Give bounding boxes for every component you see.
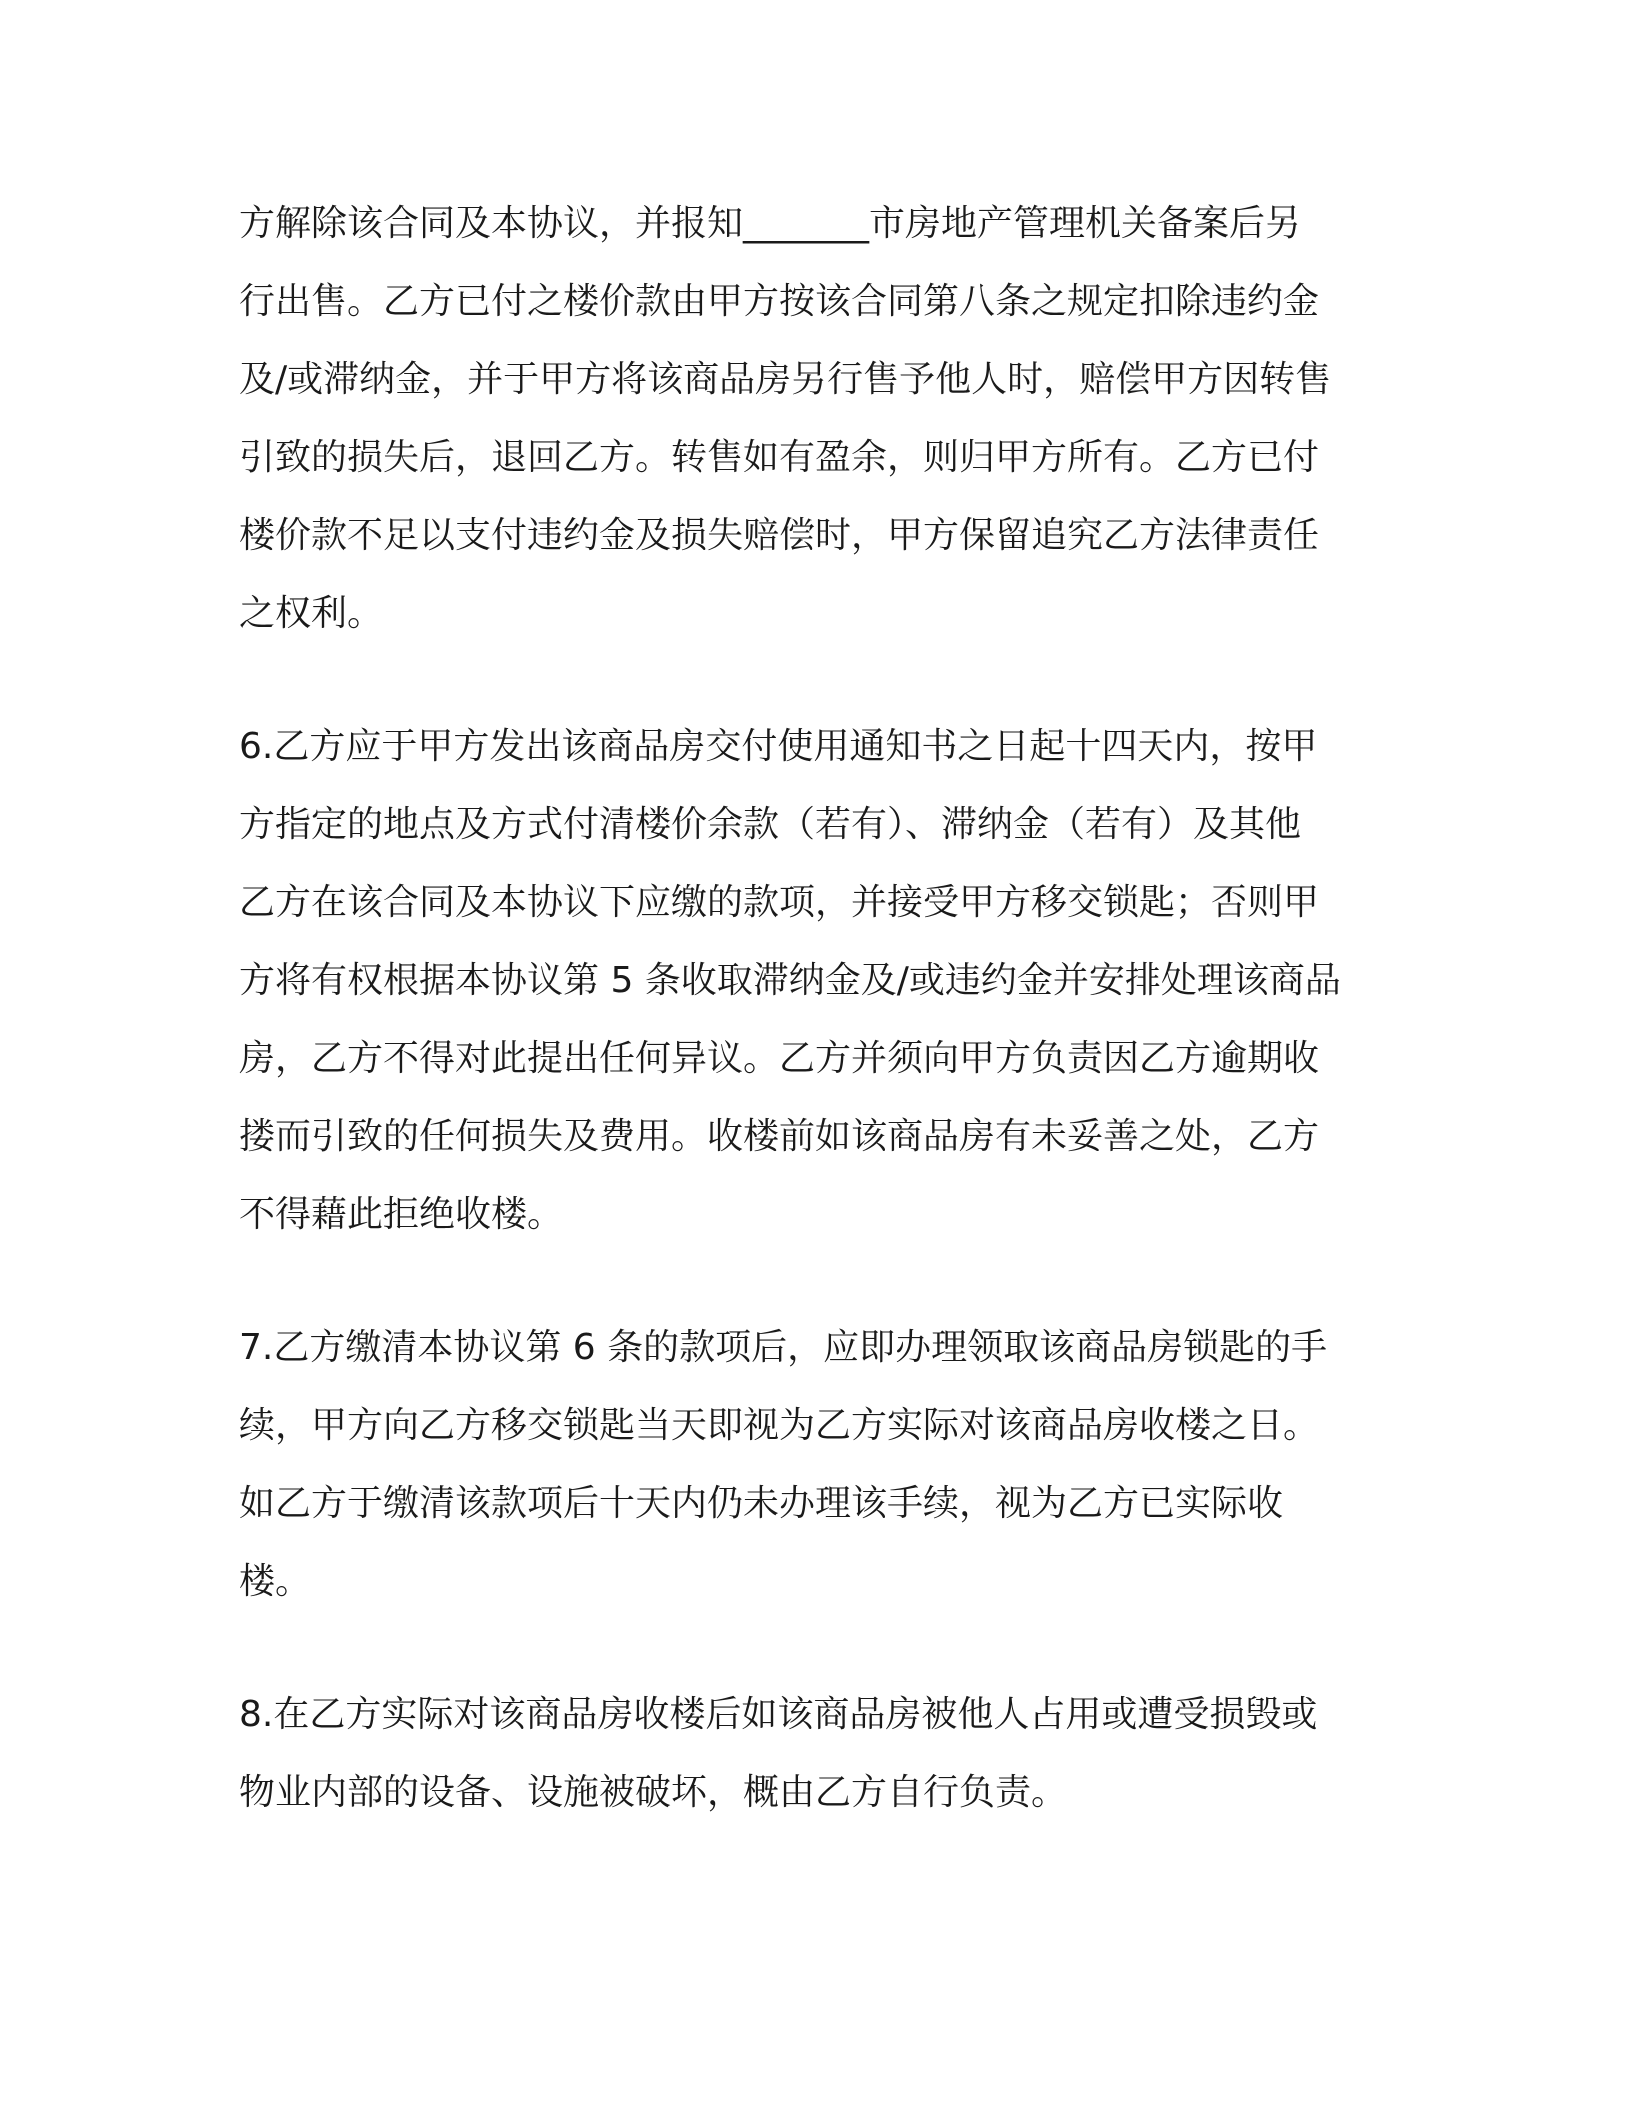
text-line: 6.乙方应于甲方发出该商品房交付使用通知书之日起十四天内，按甲 [239, 726, 1318, 767]
text-line: 行出售。乙方已付之楼价款由甲方按该合同第八条之规定扣除违约金 [239, 281, 1320, 322]
text-line: 楼。 [239, 1561, 312, 1602]
text-line: 续，甲方向乙方移交锁匙当天即视为乙方实际对该商品房收楼之日。 [239, 1405, 1320, 1446]
text-line: 搂而引致的任何损失及费用。收楼前如该商品房有未妥善之处，乙方 [239, 1116, 1320, 1157]
document-body [239, 185, 1399, 1832]
paragraph-gap [239, 653, 1399, 708]
paragraph-clause-8 [239, 1676, 1399, 1832]
paragraph-clause-5-continued [239, 185, 1399, 653]
paragraph-clause-6 [239, 708, 1399, 1254]
text-line: 之权利。 [239, 593, 384, 634]
text-line: 楼价款不足以支付违约金及损失赔偿时，甲方保留追究乙方法律责任 [239, 515, 1320, 556]
text-line: 如乙方于缴清该款项后十天内仍未办理该手续，视为乙方已实际收 [239, 1483, 1284, 1524]
text-line: 方将有权根据本协议第 5 条收取滞纳金及/或违约金并安排处理该商品 [239, 960, 1341, 1001]
paragraph-gap [239, 1621, 1399, 1676]
text-line: 7.乙方缴清本协议第 6 条的款项后，应即办理领取该商品房锁匙的手 [239, 1327, 1328, 1368]
text-line: 方解除该合同及本协议，并报知_______市房地产管理机关备案后另 [239, 203, 1302, 244]
paragraph-gap [239, 1254, 1399, 1309]
text-line: 房，乙方不得对此提出任何异议。乙方并须向甲方负责因乙方逾期收 [239, 1038, 1320, 1079]
text-line: 乙方在该合同及本协议下应缴的款项，并接受甲方移交锁匙；否则甲 [239, 882, 1320, 923]
text-line: 及/或滞纳金，并于甲方将该商品房另行售予他人时，赔偿甲方因转售 [239, 359, 1332, 400]
text-line: 物业内部的设备、设施被破坏，概由乙方自行负责。 [239, 1772, 1068, 1813]
text-line: 引致的损失后，退回乙方。转售如有盈余，则归甲方所有。乙方已付 [239, 437, 1320, 478]
text-line: 不得藉此拒绝收楼。 [239, 1194, 564, 1235]
paragraph-clause-7 [239, 1309, 1399, 1621]
text-line: 8.在乙方实际对该商品房收楼后如该商品房被他人占用或遭受损毁或 [239, 1694, 1318, 1735]
text-line: 方指定的地点及方式付清楼价余款（若有）、滞纳金（若有）及其他 [239, 804, 1302, 845]
